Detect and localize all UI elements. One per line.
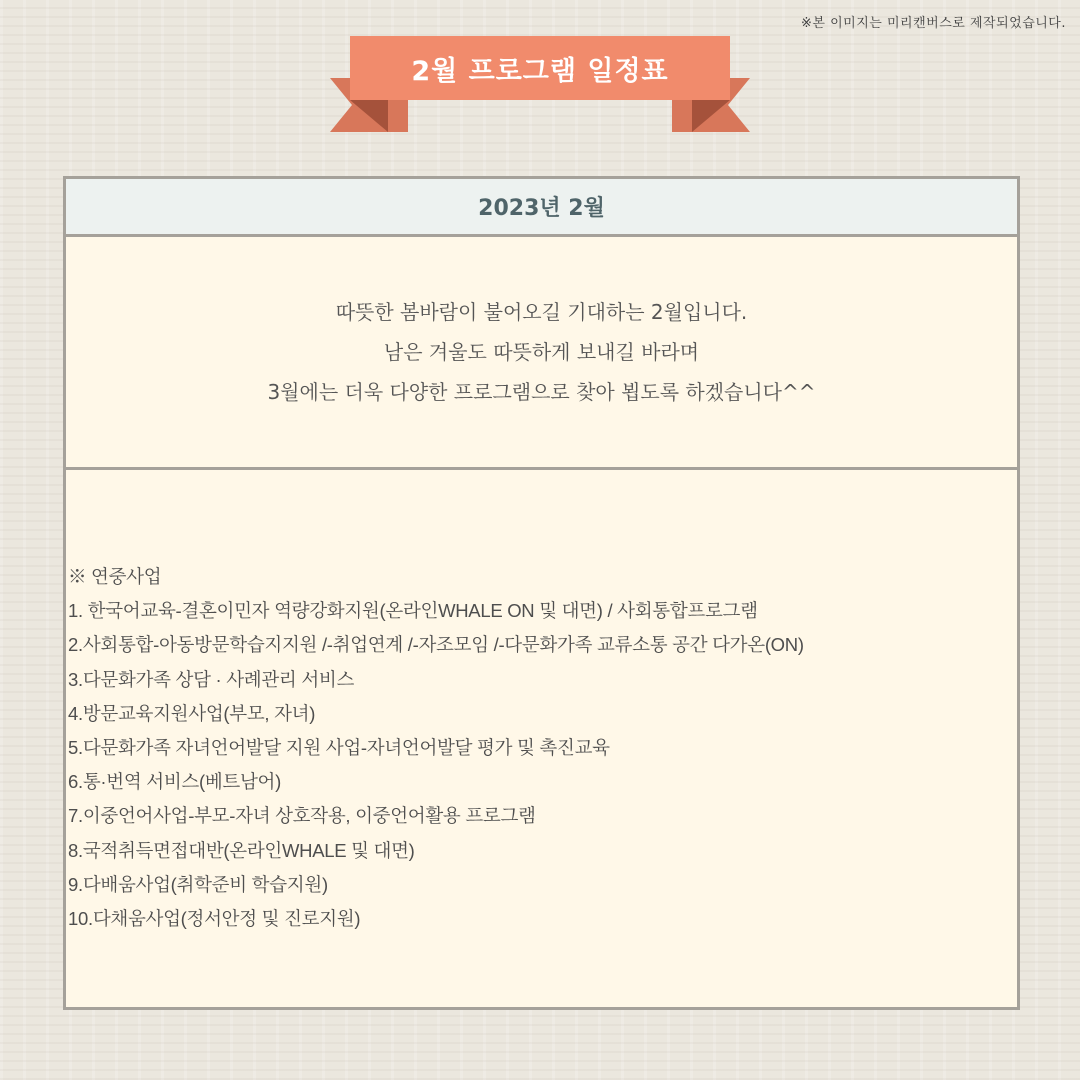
canvas-notice: ※본 이미지는 미리캔버스로 제작되었습니다. xyxy=(801,16,1066,31)
panel-header xyxy=(66,179,1017,237)
intro-line: 3월에는 더욱 다양한 프로그램으로 찾아 뵙도록 하겠습니다^^ xyxy=(267,380,816,404)
list-item: 6.통·번역 서비스(베트남어) xyxy=(68,771,281,793)
list-item: 9.다배움사업(취학준비 학습지원) xyxy=(68,873,328,895)
program-list xyxy=(66,470,1017,936)
schedule-date: 2023년 2월 xyxy=(478,196,605,221)
list-item: 3.다문화가족 상담 · 사례관리 서비스 xyxy=(68,668,355,690)
list-item: 2.사회통합-아동방문학습지지원 /-취업연계 /-자조모임 /-다문화가족 교류소통 공간 다가온(ON) xyxy=(68,634,804,656)
intro-line: 따뜻한 봄바람이 불어오길 기대하는 2월입니다. xyxy=(335,300,748,324)
list-item: 1. 한국어교육-결혼이민자 역량강화지원(온라인WHALE ON 및 대면) / 사회통합프로그램 xyxy=(68,600,758,622)
title-ribbon xyxy=(330,36,750,132)
ribbon-banner xyxy=(350,36,730,100)
list-item: 8.국적취득면접대반(온라인WHALE 및 대면) xyxy=(68,839,415,861)
list-item: 5.다문화가족 자녀언어발달 지원 사업-자녀언어발달 평가 및 촉진교육 xyxy=(68,737,610,759)
list-heading: ※ 연중사업 xyxy=(68,566,162,587)
page-title: 2월 프로그램 일정표 xyxy=(411,55,669,87)
intro-section xyxy=(66,237,1017,470)
list-item: 7.이중언어사업-부모-자녀 상호작용, 이중언어활용 프로그램 xyxy=(68,805,536,827)
list-item: 10.다채움사업(정서안정 및 진로지원) xyxy=(68,908,361,930)
intro-line: 남은 겨울도 따뜻하게 보내길 바라며 xyxy=(383,340,700,364)
list-item: 4.방문교육지원사업(부모, 자녀) xyxy=(68,702,316,724)
schedule-panel xyxy=(63,176,1020,1010)
